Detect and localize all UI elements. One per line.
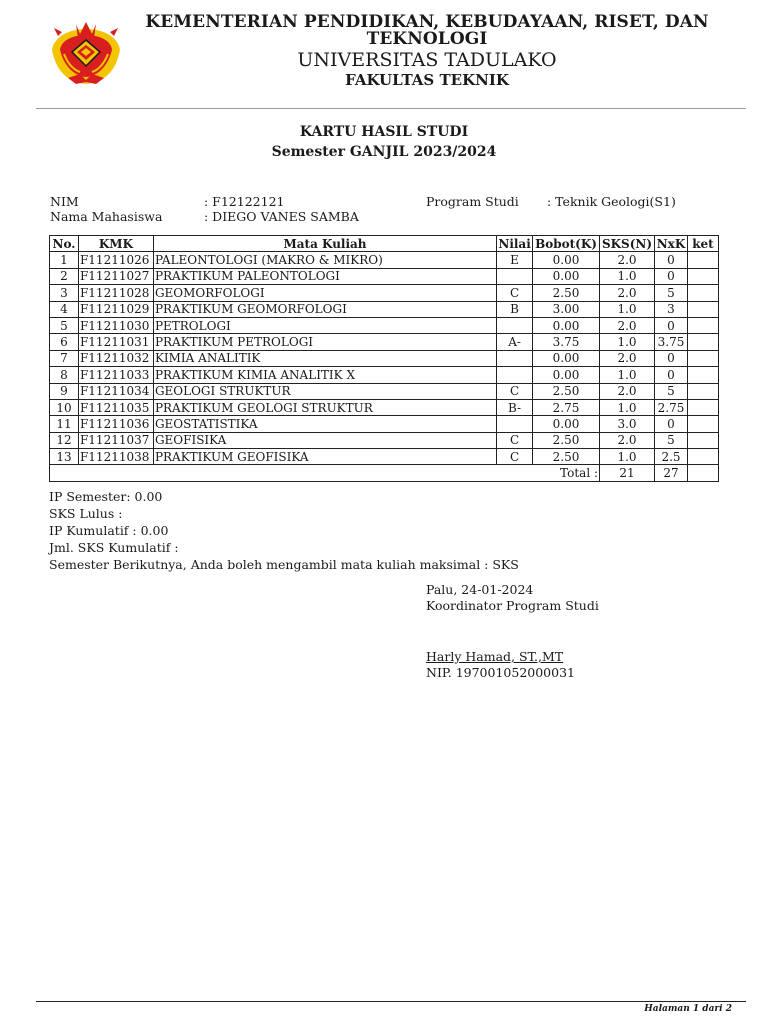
program-value: : Teknik Geologi(S1)	[547, 194, 676, 209]
table-row	[50, 285, 719, 301]
ministry-name: KEMENTERIAN PENDIDIKAN, KEBUDAYAAN, RISET, DAN TEKNOLOGI	[145, 12, 709, 49]
weight: 0.00	[533, 350, 600, 366]
table-row	[50, 252, 719, 268]
grade-points: 0	[655, 416, 688, 432]
total-row	[50, 465, 719, 481]
weight: 0.00	[533, 416, 600, 432]
remarks	[687, 399, 718, 415]
faculty-name: FAKULTAS TEKNIK	[345, 71, 509, 89]
remarks	[687, 301, 718, 317]
course-name: PRAKTIKUM PALEONTOLOGI	[153, 268, 496, 284]
signatory-nip: NIP. 197001052000031	[426, 665, 575, 680]
semester-text: Semester GANJIL 2023/2024	[271, 144, 497, 160]
table-row	[50, 399, 719, 415]
remarks	[687, 367, 718, 383]
total-sks: 21	[600, 465, 655, 481]
table-row	[50, 383, 719, 399]
credits: 1.0	[600, 399, 655, 415]
grade-points: 5	[655, 285, 688, 301]
grades-table	[49, 235, 719, 482]
grade-points: 3	[655, 301, 688, 317]
program-label: Program Studi	[426, 194, 519, 209]
grade-points: 0	[655, 367, 688, 383]
column-header: SKS(N)	[600, 236, 655, 252]
course-code: F11211033	[78, 367, 153, 383]
course-name: PRAKTIKUM PETROLOGI	[153, 334, 496, 350]
grade: C	[497, 383, 533, 399]
grade	[497, 317, 533, 333]
credits: 1.0	[600, 268, 655, 284]
row-number: 12	[50, 432, 79, 448]
total-label: Total :	[50, 465, 600, 481]
course-code: F11211032	[78, 350, 153, 366]
course-name: PRAKTIKUM GEOLOGI STRUKTUR	[153, 399, 496, 415]
table-row	[50, 432, 719, 448]
grade-points: 0	[655, 317, 688, 333]
ip-semester: IP Semester: 0.00	[49, 489, 163, 504]
column-header: Mata Kuliah	[153, 236, 496, 252]
row-number: 4	[50, 301, 79, 317]
row-number: 8	[50, 367, 79, 383]
table-row	[50, 301, 719, 317]
remarks	[687, 416, 718, 432]
nim-label: NIM	[50, 194, 79, 209]
grade: B-	[497, 399, 533, 415]
credits: 2.0	[600, 252, 655, 268]
course-code: F11211030	[78, 317, 153, 333]
footer-divider	[36, 1001, 746, 1002]
course-code: F11211036	[78, 416, 153, 432]
grade-points: 0	[655, 252, 688, 268]
total-nxk: 27	[655, 465, 688, 481]
total-ket	[687, 465, 718, 481]
page-number: Halaman 1 dari 2	[644, 1004, 732, 1014]
remarks	[687, 449, 718, 465]
course-code: F11211029	[78, 301, 153, 317]
document-title	[0, 122, 768, 162]
grade-points: 2.5	[655, 449, 688, 465]
column-header: Nilai	[498, 236, 531, 251]
next-semester-note: Semester Berikutnya, Anda boleh mengambil mata kuliah maksimal : SKS	[49, 557, 519, 572]
grade: C	[497, 449, 533, 465]
table-header-row	[50, 236, 719, 252]
ip-kumulatif: IP Kumulatif : 0.00	[49, 523, 169, 538]
row-number: 6	[50, 334, 79, 350]
course-code: F11211028	[78, 285, 153, 301]
grade: B	[497, 301, 533, 317]
remarks	[687, 383, 718, 399]
column-header: NxK	[655, 236, 688, 252]
remarks	[687, 350, 718, 366]
row-number: 13	[50, 449, 79, 465]
table-row	[50, 268, 719, 284]
weight: 0.00	[533, 268, 600, 284]
table-row	[50, 449, 719, 465]
weight: 3.75	[533, 334, 600, 350]
column-header: No.	[50, 236, 79, 252]
course-code: F11211037	[78, 432, 153, 448]
course-code: F11211035	[78, 399, 153, 415]
document-title-text: KARTU HASIL STUDI	[299, 124, 469, 140]
row-number: 7	[50, 350, 79, 366]
weight: 0.00	[533, 252, 600, 268]
column-header: Bobot(K)	[533, 236, 600, 252]
course-code: F11211027	[78, 268, 153, 284]
credits: 2.0	[600, 383, 655, 399]
weight: 2.75	[533, 399, 600, 415]
row-number: 1	[50, 252, 79, 268]
credits: 2.0	[600, 317, 655, 333]
grade-points: 3.75	[655, 334, 688, 350]
grade	[497, 268, 533, 284]
course-code: F11211026	[78, 252, 153, 268]
table-row	[50, 416, 719, 432]
place-date: Palu, 24-01-2024	[426, 582, 534, 597]
weight: 0.00	[533, 367, 600, 383]
column-header: ket	[687, 236, 718, 252]
course-name: KIMIA ANALITIK	[153, 350, 496, 366]
course-code: F11211038	[78, 449, 153, 465]
institution-header	[130, 14, 724, 90]
credits: 3.0	[600, 416, 655, 432]
remarks	[687, 334, 718, 350]
remarks	[687, 252, 718, 268]
course-name: GEOLOGI STRUKTUR	[153, 383, 496, 399]
table-row	[50, 334, 719, 350]
grade: C	[497, 432, 533, 448]
sks-lulus: SKS Lulus :	[49, 506, 123, 521]
credits: 1.0	[600, 334, 655, 350]
table-row	[50, 350, 719, 366]
grade-points: 0	[655, 350, 688, 366]
header-divider	[36, 108, 746, 109]
weight: 2.50	[533, 285, 600, 301]
course-name: GEOMORFOLOGI	[153, 285, 496, 301]
credits: 1.0	[600, 449, 655, 465]
grade	[497, 367, 533, 383]
grade: C	[497, 285, 533, 301]
university-name: UNIVERSITAS TADULAKO	[297, 49, 557, 71]
grade: A-	[497, 334, 533, 350]
row-number: 5	[50, 317, 79, 333]
signatory-name: Harly Hamad, ST.,MT	[426, 649, 564, 664]
student-name-label: Nama Mahasiswa	[50, 209, 163, 224]
grade-points: 5	[655, 432, 688, 448]
jml-sks-kumulatif: Jml. SKS Kumulatif :	[49, 540, 179, 555]
course-name: PRAKTIKUM GEOFISIKA	[153, 449, 496, 465]
table-row	[50, 367, 719, 383]
course-name: PRAKTIKUM GEOMORFOLOGI	[153, 301, 496, 317]
student-name-value: : DIEGO VANES SAMBA	[204, 209, 359, 224]
weight: 2.50	[533, 432, 600, 448]
grade-points: 0	[655, 268, 688, 284]
credits: 1.0	[600, 367, 655, 383]
remarks	[687, 285, 718, 301]
grade-points: 5	[655, 383, 688, 399]
remarks	[687, 432, 718, 448]
row-number: 10	[50, 399, 79, 415]
course-code: F11211031	[78, 334, 153, 350]
weight: 0.00	[533, 317, 600, 333]
weight: 2.50	[533, 383, 600, 399]
remarks	[687, 268, 718, 284]
grade: E	[497, 252, 533, 268]
row-number: 9	[50, 383, 79, 399]
remarks	[687, 317, 718, 333]
credits: 1.0	[600, 301, 655, 317]
table-row	[50, 317, 719, 333]
grade	[497, 350, 533, 366]
row-number: 3	[50, 285, 79, 301]
row-number: 11	[50, 416, 79, 432]
course-code: F11211034	[78, 383, 153, 399]
credits: 2.0	[600, 432, 655, 448]
credits: 2.0	[600, 350, 655, 366]
coordinator-role: Koordinator Program Studi	[426, 598, 599, 613]
study-summary	[49, 488, 519, 573]
weight: 2.50	[533, 449, 600, 465]
weight: 3.00	[533, 301, 600, 317]
nim-value: : F12122121	[204, 194, 285, 209]
university-logo	[50, 14, 122, 86]
university-seal-icon	[50, 14, 122, 86]
column-header: KMK	[78, 236, 153, 252]
course-name: PRAKTIKUM KIMIA ANALITIK X	[153, 367, 496, 383]
credits: 2.0	[600, 285, 655, 301]
grade-points: 2.75	[655, 399, 688, 415]
grade	[497, 416, 533, 432]
course-name: PETROLOGI	[153, 317, 496, 333]
row-number: 2	[50, 268, 79, 284]
course-name: GEOSTATISTIKA	[153, 416, 496, 432]
course-name: PALEONTOLOGI (MAKRO & MIKRO)	[153, 252, 496, 268]
course-name: GEOFISIKA	[153, 432, 496, 448]
